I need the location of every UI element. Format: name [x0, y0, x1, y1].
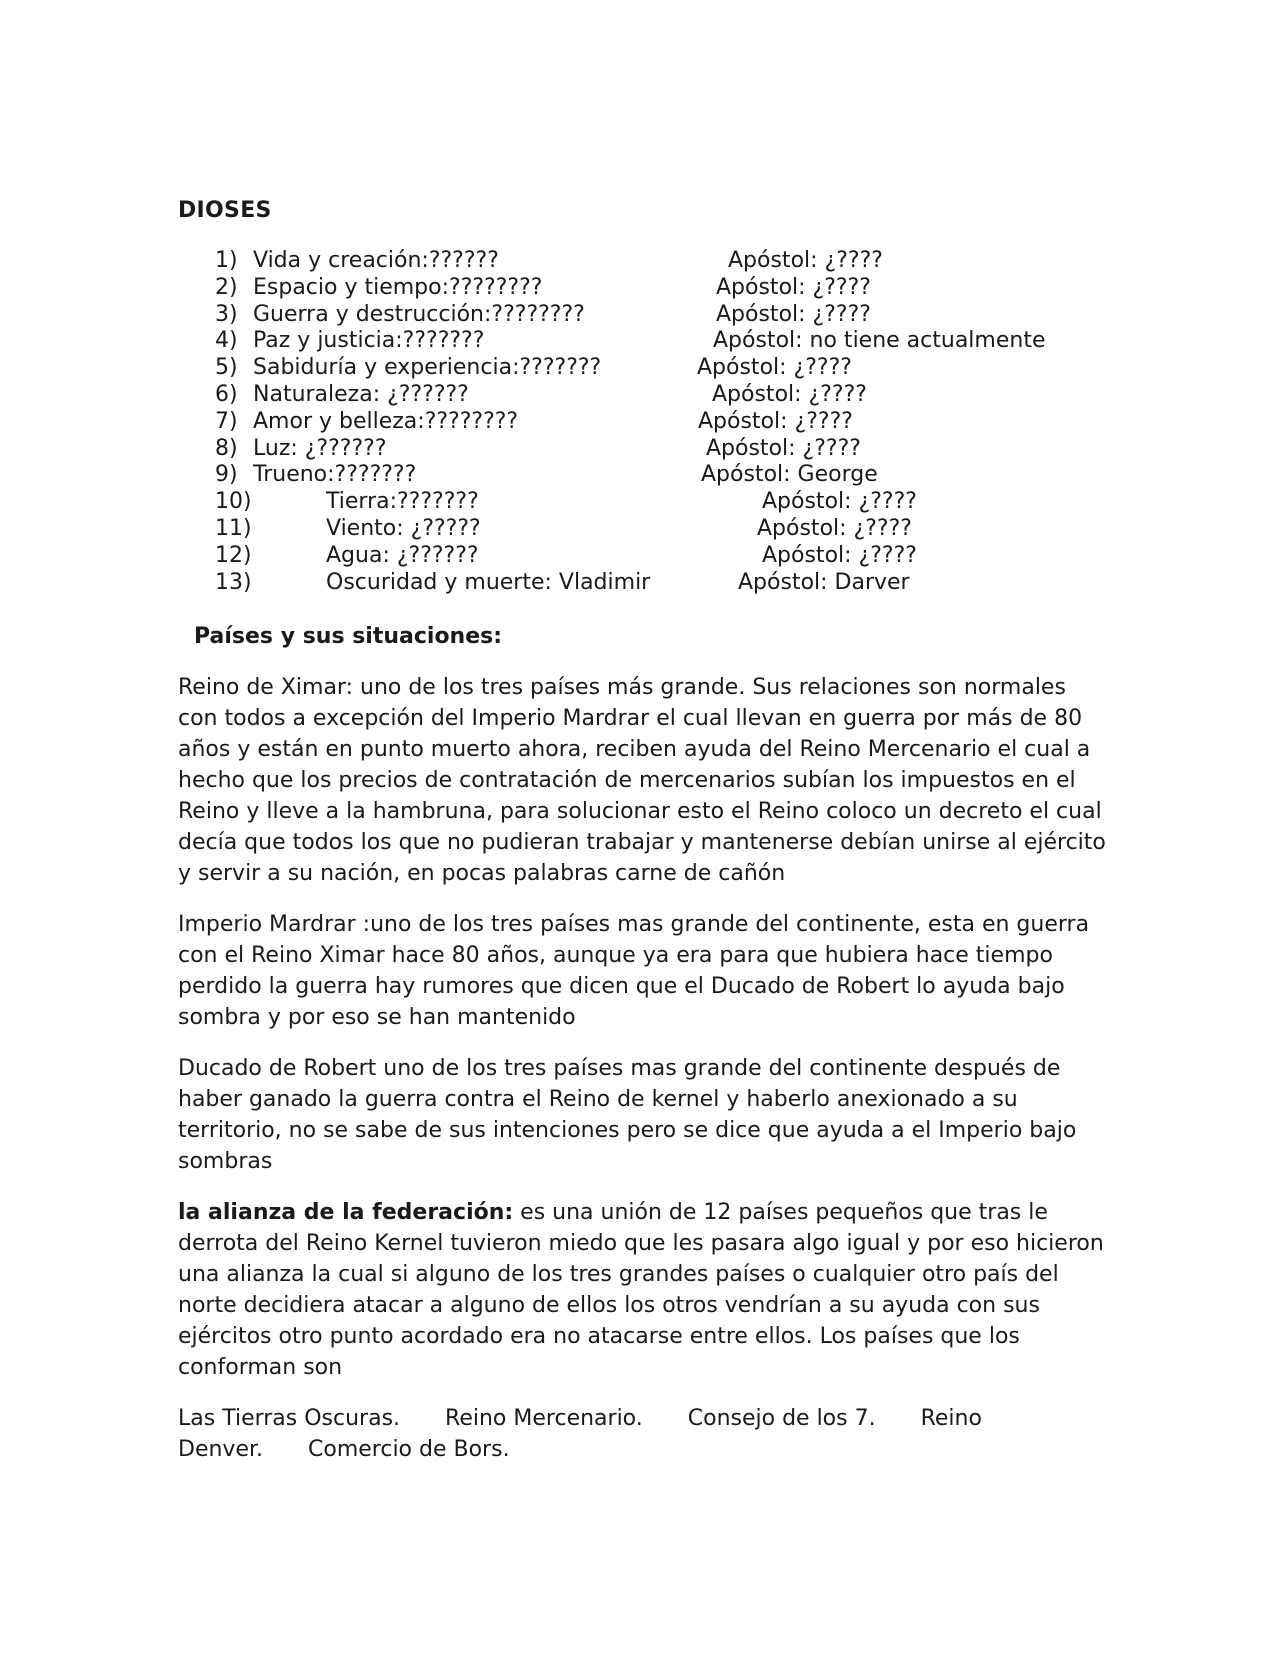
countries-heading: Países y sus situaciones: — [194, 624, 503, 649]
list-item — [0, 570, 1280, 597]
country-item: Comercio de Bors. — [308, 1437, 510, 1462]
god-apostle: Apóstol: Darver — [738, 569, 910, 595]
god-apostle: Apóstol: ¿???? — [762, 489, 917, 515]
list-item — [0, 328, 1280, 355]
country-item: Reino Mercenario. — [445, 1406, 643, 1431]
god-name: Guerra y destrucción:???????? — [253, 301, 585, 327]
alliance-countries — [178, 1403, 1108, 1465]
list-number: 2) — [215, 274, 238, 300]
list-item — [0, 355, 1280, 382]
god-name: Naturaleza: ¿?????? — [253, 381, 469, 407]
list-item — [0, 275, 1280, 302]
list-item — [0, 409, 1280, 436]
god-name: Viento: ¿????? — [326, 515, 481, 541]
god-name: Espacio y tiempo:???????? — [253, 274, 543, 300]
god-apostle: Apóstol: ¿???? — [706, 435, 861, 461]
list-item — [0, 302, 1280, 329]
god-apostle: Apóstol: ¿???? — [712, 381, 867, 407]
country-item: Las Tierras Oscuras. — [178, 1406, 401, 1431]
god-apostle: Apóstol: ¿???? — [757, 515, 912, 541]
list-item — [0, 543, 1280, 570]
country-item: Reino Denver. — [178, 1406, 982, 1462]
gods-heading: DIOSES — [178, 198, 272, 223]
god-apostle: Apóstol: ¿???? — [698, 408, 853, 434]
list-number: 6) — [215, 381, 238, 407]
god-name: Sabiduría y experiencia:??????? — [253, 355, 602, 381]
god-name: Trueno:??????? — [253, 462, 417, 488]
god-name: Luz: ¿?????? — [253, 435, 387, 461]
list-item — [0, 382, 1280, 409]
list-number: 1) — [215, 248, 238, 273]
list-item — [0, 516, 1280, 543]
god-name: Vida y creación:?????? — [253, 248, 499, 273]
paragraph-robert: Ducado de Robert uno de los tres países mas grande del continente después de haber ganado la guerra contra el Reino de kernel y haberlo anexionado a su territorio, no se sabe de sus intenciones pero se dice que ayuda a el Imperio bajo sombras — [178, 1056, 1077, 1174]
alliance-description: es una unión de 12 países pequeños que tras le derrota del Reino Kernel tuvieron miedo que les pasara algo igual y por eso hicieron una alianza la cual si alguno de los tres grandes países o cualquier otro país del norte decidiera atacar a alguno de ellos los otros vendrían a su ayuda con sus ejércitos otro punto acordado era no atacarse entre ellos. Los países que los conforman son — [178, 1200, 1104, 1380]
countries-section — [178, 672, 1108, 1465]
god-apostle: Apóstol: George — [701, 462, 878, 488]
list-number: 4) — [215, 328, 238, 354]
god-name: Paz y justicia:??????? — [253, 328, 485, 354]
god-name: Tierra:??????? — [326, 489, 479, 515]
list-number: 5) — [215, 355, 238, 381]
list-number: 3) — [215, 301, 238, 327]
god-apostle: Apóstol: ¿???? — [716, 301, 871, 327]
list-number: 10) — [215, 489, 252, 515]
god-name: Amor y belleza:???????? — [253, 408, 519, 434]
paragraph-ximar: Reino de Ximar: uno de los tres países más grande. Sus relaciones son normales con todos a excepción del Imperio Mardrar el cual llevan en guerra por más de 80 años y están en punto muerto ahora, reciben ayuda del Reino Mercenario el cual a hecho que los precios de contratación de mercenarios subían los impuestos en el Reino y lleve a la hambruna, para solucionar esto el Reino coloco un decreto el cual decía que todos los que no pudieran trabajar y mantenerse debían unirse al ejército y servir a su nación, en pocas palabras carne de cañón — [178, 675, 1106, 886]
god-name: Oscuridad y muerte: Vladimir — [326, 569, 651, 595]
country-item: Consejo de los 7. — [687, 1406, 876, 1431]
list-number: 13) — [215, 569, 252, 595]
list-number: 9) — [215, 462, 238, 488]
list-number: 8) — [215, 435, 238, 461]
list-item — [0, 436, 1280, 463]
god-apostle: Apóstol: ¿???? — [728, 248, 883, 273]
list-number: 11) — [215, 515, 252, 541]
paragraph-alliance — [178, 1197, 1108, 1383]
paragraph-mardrar: Imperio Mardrar :uno de los tres países mas grande del continente, esta en guerra con el Reino Ximar hace 80 años, aunque ya era para que hubiera hace tiempo perdido la guerra hay rumores que dicen que el Ducado de Robert lo ayuda bajo sombra y por eso se han mantenido — [178, 912, 1090, 1030]
god-apostle: Apóstol: ¿???? — [762, 542, 917, 568]
alliance-term: la alianza de la federación: — [178, 1200, 514, 1225]
list-item — [0, 462, 1280, 489]
list-item — [0, 489, 1280, 516]
gods-list — [0, 248, 1280, 596]
god-apostle: Apóstol: no tiene actualmente — [713, 328, 1046, 354]
list-number: 7) — [215, 408, 238, 434]
god-name: Agua: ¿?????? — [326, 542, 479, 568]
god-apostle: Apóstol: ¿???? — [697, 355, 852, 381]
list-item — [0, 248, 1280, 275]
god-apostle: Apóstol: ¿???? — [716, 274, 871, 300]
list-number: 12) — [215, 542, 252, 568]
